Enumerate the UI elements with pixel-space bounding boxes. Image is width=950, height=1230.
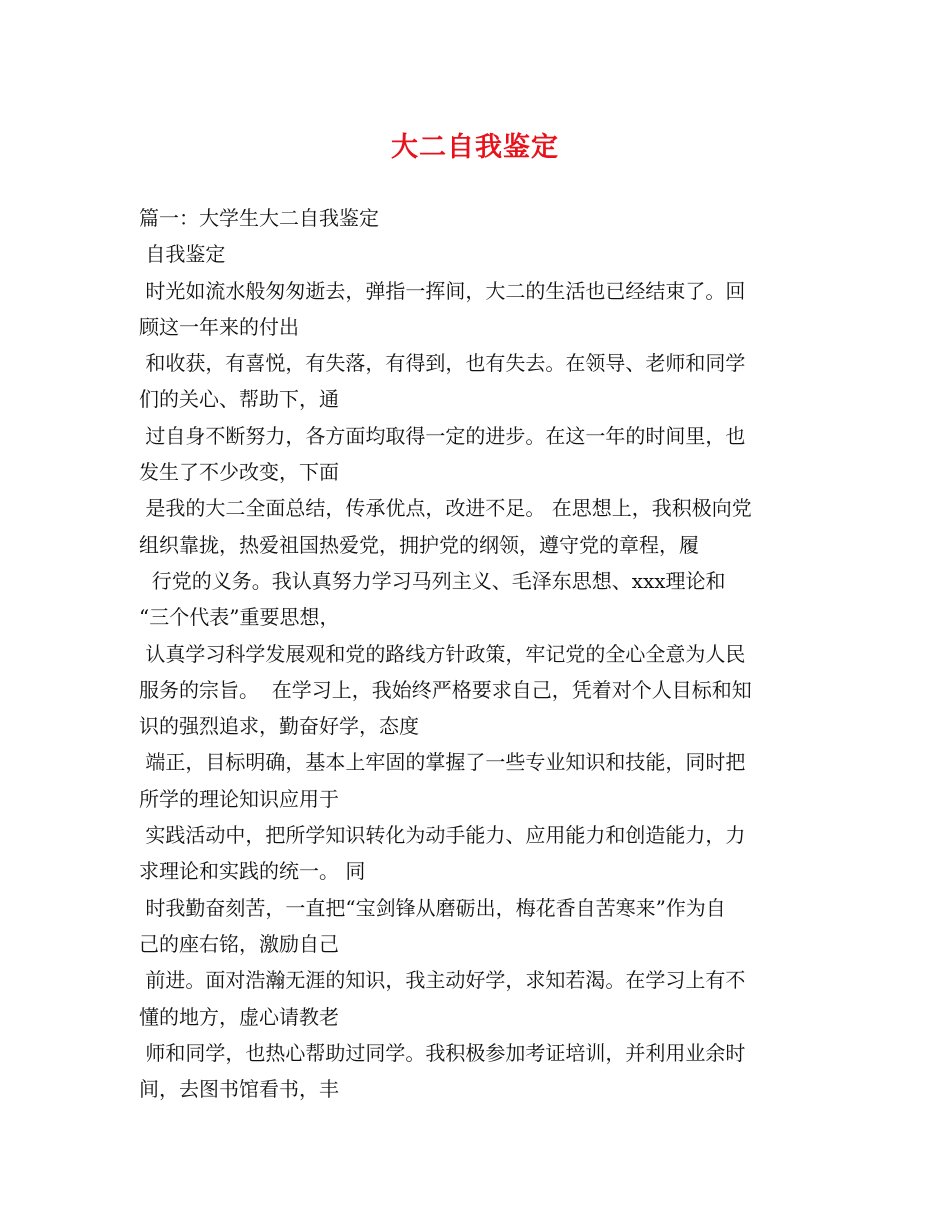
text-line: 服务的宗旨。 在学习上，我始终严格要求自己，凭着对个人目标和知 bbox=[139, 677, 752, 702]
text-line: 实践活动中，把所学知识转化为动手能力、应用能力和创造能力，力 bbox=[139, 823, 746, 848]
text-line: 所学的理论知识应用于 bbox=[139, 786, 339, 811]
text-line: 和收获，有喜悦，有失落，有得到，也有失去。在领导、老师和同学 bbox=[139, 351, 746, 376]
text-line: 是我的大二全面总结，传承优点，改进不足。 在思想上，我积极向党 bbox=[139, 496, 752, 521]
text-line: 认真学习科学发展观和党的路线方针政策，牢记党的全心全意为人民 bbox=[139, 641, 746, 666]
text-line: 发生了不少改变，下面 bbox=[139, 460, 339, 485]
text-line: 行党的义务。我认真努力学习马列主义、毛泽东思想、xxx理论和 bbox=[139, 568, 726, 593]
text-line: 时光如流水般匆匆逝去，弹指一挥间，大二的生活也已经结束了。回 bbox=[139, 278, 746, 303]
text-line: 顾这一年来的付出 bbox=[139, 314, 299, 339]
text-line: 组织靠拢，热爱祖国热爱党，拥护党的纲领，遵守党的章程，履 bbox=[139, 532, 699, 557]
text-line: 己的座右铭，激励自己 bbox=[139, 931, 339, 956]
text-line: 自我鉴定 bbox=[139, 242, 226, 267]
text-line: 懂的地方，虚心请教老 bbox=[139, 1004, 339, 1029]
text-line: 识的强烈追求，勤奋好学，态度 bbox=[139, 714, 419, 739]
document-title: 大二自我鉴定 bbox=[391, 132, 559, 163]
text-line: 求理论和实践的统一。 同 bbox=[139, 859, 366, 884]
text-line: 时我勤奋刻苦，一直把“宝剑锋从磨砺出，梅花香自苦寒来”作为自 bbox=[139, 895, 726, 920]
text-line: 前进。面对浩瀚无涯的知识，我主动好学，求知若渴。在学习上有不 bbox=[139, 968, 746, 993]
text-line: “三个代表”重要思想， bbox=[139, 605, 340, 630]
text-line: 们的关心、帮助下，通 bbox=[139, 387, 339, 412]
text-line: 师和同学，也热心帮助过同学。我积极参加考证培训，并利用业余时 bbox=[139, 1040, 746, 1065]
text-line: 端正，目标明确，基本上牢固的掌握了一些专业知识和技能，同时把 bbox=[139, 750, 746, 775]
document-body bbox=[139, 200, 819, 1107]
text-line: 过自身不断努力，各方面均取得一定的进步。在这一年的时间里，也 bbox=[139, 423, 746, 448]
text-line: 篇一：大学生大二自我鉴定 bbox=[139, 206, 379, 230]
text-line: 间，去图书馆看书，丰 bbox=[139, 1077, 339, 1102]
